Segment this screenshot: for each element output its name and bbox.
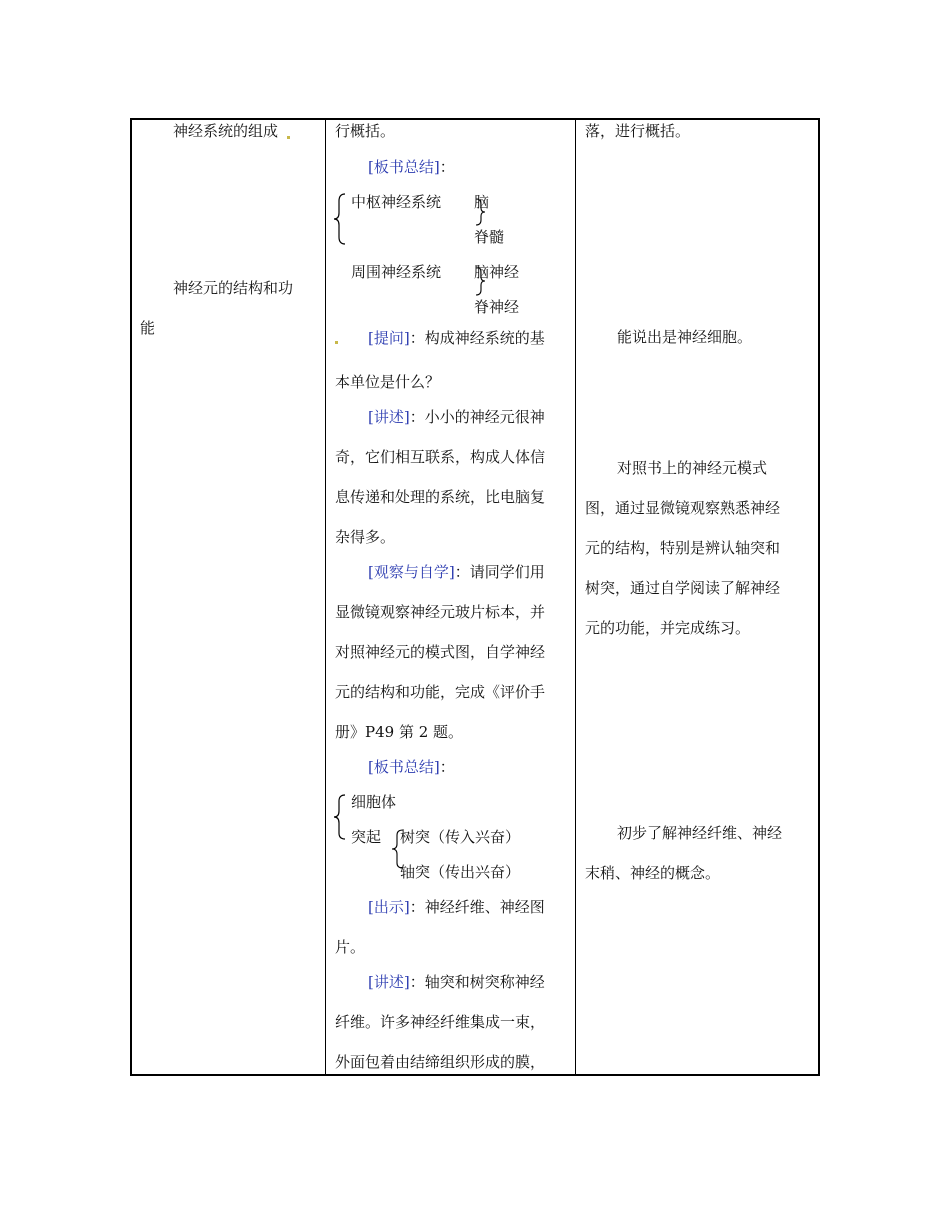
topic-nervous-system-composition: 神经系统的组成 bbox=[173, 122, 279, 140]
spinal-nerves: 脊神经 bbox=[474, 298, 520, 316]
cell-body: 细胞体 bbox=[351, 793, 397, 811]
student-activity-line1: 落，进行概括。 bbox=[585, 122, 691, 140]
student-fiber-line2: 末稍、神经的概念。 bbox=[585, 864, 721, 882]
student-observe-line5: 元的功能，并完成练习。 bbox=[585, 619, 751, 637]
student-observe-line1: 对照书上的神经元模式 bbox=[617, 459, 768, 477]
text-line: 行概括。 bbox=[335, 122, 396, 140]
narration2-line1: [讲述]：轴突和树突称神经 bbox=[368, 973, 545, 991]
topic-neuron-structure-line1: 神经元的结构和功 bbox=[173, 279, 294, 297]
column-divider-2 bbox=[575, 118, 576, 1076]
student-fiber-line1: 初步了解神经纤维、神经 bbox=[617, 824, 783, 842]
narration1-line3: 息传递和处理的系统，比电脑复 bbox=[335, 488, 546, 506]
processes: 突起 bbox=[351, 828, 382, 846]
peripheral-nervous-system: 周围神经系统 bbox=[351, 263, 442, 281]
brace-nervous-system bbox=[333, 193, 347, 245]
question-line2: 本单位是什么？ bbox=[335, 373, 441, 391]
observe-line5: 册》P49 第 2 题。 bbox=[335, 723, 464, 741]
brain: 脑 bbox=[474, 193, 490, 211]
observe-line2: 显微镜观察神经元玻片标本，并 bbox=[335, 603, 546, 621]
show-line1: [出示]：神经纤维、神经图 bbox=[368, 898, 545, 916]
brace-neuron bbox=[333, 794, 347, 840]
board-summary-2: [板书总结]： bbox=[368, 758, 455, 776]
narration1-line1: [讲述]：小小的神经元很神 bbox=[368, 408, 545, 426]
student-observe-line4: 树突，通过自学阅读了解神经 bbox=[585, 579, 781, 597]
observe-line4: 元的结构和功能，完成《评价手 bbox=[335, 683, 546, 701]
student-observe-line2: 图，通过显微镜观察熟悉神经 bbox=[585, 499, 781, 517]
narration1-line4: 杂得多。 bbox=[335, 528, 396, 546]
observe-line3: 对照神经元的模式图，自学神经 bbox=[335, 643, 546, 661]
cranial-nerves: 脑神经 bbox=[474, 263, 520, 281]
narration2-line2: 纤维。许多神经纤维集成一束， bbox=[335, 1013, 546, 1031]
observe-line1: [观察与自学]：请同学们用 bbox=[368, 563, 545, 581]
marker-dot bbox=[335, 341, 338, 344]
show-line2: 片。 bbox=[335, 938, 366, 956]
narration1-line2: 奇，它们相互联系，构成人体信 bbox=[335, 448, 546, 466]
marker-dot bbox=[287, 136, 290, 139]
spinal-cord: 脊髓 bbox=[474, 228, 505, 246]
student-answer-neuron: 能说出是神经细胞。 bbox=[617, 328, 753, 346]
axon: 轴突（传出兴奋） bbox=[400, 863, 521, 881]
central-nervous-system: 中枢神经系统 bbox=[351, 193, 442, 211]
board-summary-1: [板书总结]： bbox=[368, 158, 455, 176]
column-divider-1 bbox=[325, 118, 326, 1076]
dendrite: 树突（传入兴奋） bbox=[400, 828, 521, 846]
topic-neuron-structure-line2: 能 bbox=[140, 319, 156, 337]
question-line1: [提问]：构成神经系统的基 bbox=[368, 329, 545, 347]
student-observe-line3: 元的结构，特别是辨认轴突和 bbox=[585, 539, 781, 557]
narration2-line3: 外面包着由结缔组织形成的膜， bbox=[335, 1053, 546, 1071]
